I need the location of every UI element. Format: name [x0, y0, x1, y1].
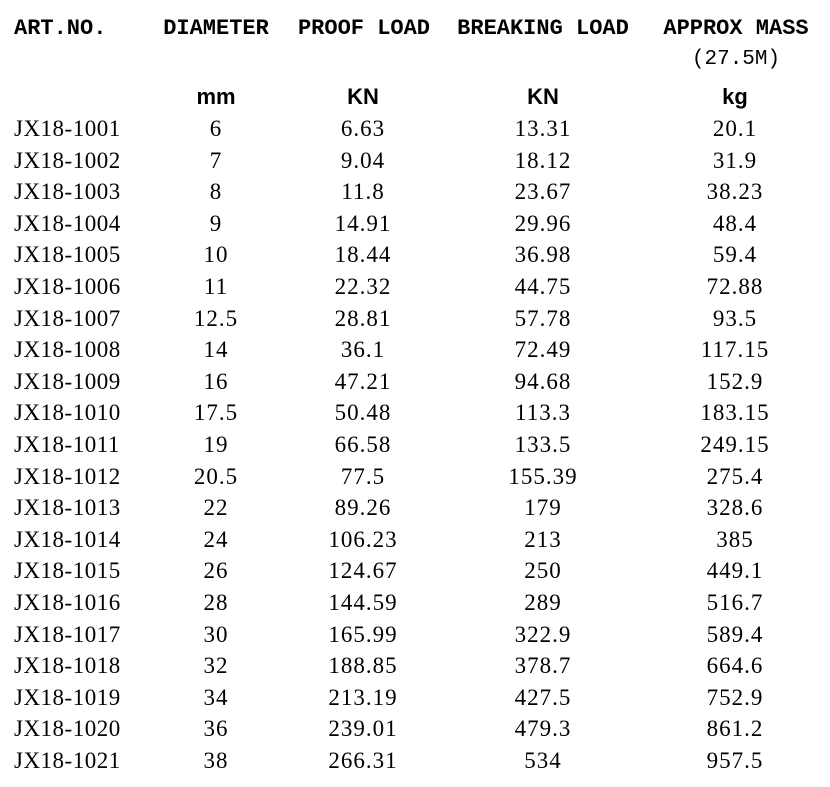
cell-proof-load: 14.91 — [334, 210, 392, 236]
cell-art-no: JX18-1010 — [14, 400, 121, 426]
cell-breaking-load: 13.31 — [514, 116, 572, 141]
cell-breaking-load: 479.3 — [514, 716, 572, 742]
table-row — [0, 619, 830, 651]
table-row — [0, 492, 830, 524]
cell-approx-mass: 516.7 — [706, 589, 764, 615]
cell-diameter: 38 — [203, 747, 229, 773]
header-breaking-load: BREAKING LOAD — [457, 16, 629, 41]
cell-proof-load: 36.1 — [340, 337, 386, 363]
cell-approx-mass: 152.9 — [706, 368, 764, 394]
cell-breaking-load: 72.49 — [514, 337, 572, 363]
table-row — [0, 429, 830, 461]
table-row — [0, 745, 830, 777]
cell-art-no: JX18-1019 — [14, 684, 121, 710]
table-row — [0, 713, 830, 745]
cell-approx-mass: 183.15 — [700, 400, 770, 426]
table-row — [0, 366, 830, 398]
cell-art-no: JX18-1009 — [14, 368, 121, 394]
units-row — [0, 82, 830, 112]
table-row — [0, 303, 830, 335]
cell-breaking-load: 113.3 — [515, 400, 571, 426]
cell-diameter: 26 — [203, 558, 229, 584]
cell-art-no: JX18-1021 — [14, 747, 121, 773]
table-row — [0, 650, 830, 682]
table-row — [0, 555, 830, 587]
header-diameter: DIAMETER — [163, 16, 269, 41]
cell-approx-mass: 328.6 — [706, 495, 764, 521]
cell-art-no: JX18-1001 — [14, 116, 121, 141]
cell-approx-mass: 589.4 — [706, 621, 764, 647]
cell-art-no: JX18-1016 — [14, 589, 121, 615]
cell-diameter: 6 — [209, 116, 223, 141]
cell-breaking-load: 23.67 — [514, 179, 572, 205]
cell-breaking-load: 36.98 — [514, 242, 572, 268]
cell-proof-load: 28.81 — [334, 305, 392, 331]
cell-art-no: JX18-1003 — [14, 179, 121, 205]
header-art-no: ART.NO. — [14, 16, 107, 41]
cell-diameter: 12.5 — [193, 305, 239, 331]
cell-diameter: 22 — [203, 495, 229, 521]
table-body — [0, 113, 830, 776]
cell-proof-load: 89.26 — [334, 495, 392, 521]
cell-diameter: 32 — [203, 653, 229, 679]
cell-breaking-load: 378.7 — [514, 653, 572, 679]
cell-approx-mass: 275.4 — [706, 463, 764, 489]
cell-approx-mass: 664.6 — [706, 653, 764, 679]
cell-approx-mass: 385 — [716, 526, 754, 552]
cell-breaking-load: 155.39 — [508, 463, 578, 489]
cell-breaking-load: 322.9 — [514, 621, 572, 647]
table-row — [0, 208, 830, 240]
cell-breaking-load: 179 — [524, 495, 562, 521]
table-row — [0, 271, 830, 303]
cell-breaking-load: 133.5 — [514, 431, 572, 457]
table-row — [0, 334, 830, 366]
cell-breaking-load: 534 — [524, 747, 562, 773]
cell-proof-load: 106.23 — [328, 526, 398, 552]
cell-proof-load: 9.04 — [340, 147, 386, 173]
cell-proof-load: 66.58 — [334, 431, 392, 457]
cell-proof-load: 188.85 — [328, 653, 398, 679]
cell-breaking-load: 213 — [524, 526, 562, 552]
table-row — [0, 524, 830, 556]
cell-approx-mass: 31.9 — [712, 147, 758, 173]
cell-approx-mass: 93.5 — [712, 305, 758, 331]
cell-approx-mass: 957.5 — [706, 747, 764, 773]
cell-approx-mass: 117.15 — [700, 337, 770, 363]
cell-art-no: JX18-1017 — [14, 621, 121, 647]
cell-diameter: 8 — [209, 179, 223, 205]
cell-proof-load: 144.59 — [328, 589, 398, 615]
cell-art-no: JX18-1007 — [14, 305, 121, 331]
header-approx-mass: APPROX MASS — [663, 16, 809, 41]
cell-art-no: JX18-1008 — [14, 337, 121, 363]
cell-breaking-load: 427.5 — [514, 684, 572, 710]
cell-approx-mass: 72.88 — [706, 273, 764, 299]
cell-approx-mass: 249.15 — [700, 431, 770, 457]
cell-diameter: 16 — [203, 368, 229, 394]
cell-art-no: JX18-1018 — [14, 653, 121, 679]
cell-art-no: JX18-1005 — [14, 242, 121, 268]
cell-approx-mass: 59.4 — [712, 242, 758, 268]
cell-diameter: 14 — [203, 337, 229, 363]
table-row — [0, 461, 830, 493]
cell-approx-mass: 861.2 — [706, 716, 764, 742]
cell-diameter: 28 — [203, 589, 229, 615]
cell-approx-mass: 20.1 — [712, 116, 758, 141]
cell-breaking-load: 94.68 — [514, 368, 572, 394]
cell-breaking-load: 289 — [524, 589, 562, 615]
cell-proof-load: 77.5 — [340, 463, 386, 489]
cell-diameter: 36 — [203, 716, 229, 742]
table-row — [0, 113, 830, 145]
cell-art-no: JX18-1004 — [14, 210, 121, 236]
cell-approx-mass: 449.1 — [706, 558, 764, 584]
unit-approx-mass: kg — [722, 84, 748, 109]
header-proof-load: PROOF LOAD — [297, 16, 431, 41]
cell-proof-load: 22.32 — [334, 273, 392, 299]
cell-proof-load: 6.63 — [340, 116, 386, 141]
unit-diameter: mm — [196, 84, 236, 109]
cell-proof-load: 124.67 — [328, 558, 398, 584]
cell-diameter: 19 — [203, 431, 229, 457]
cell-diameter: 7 — [209, 147, 223, 173]
cell-art-no: JX18-1011 — [14, 431, 120, 457]
cell-proof-load: 50.48 — [334, 400, 392, 426]
cell-breaking-load: 18.12 — [514, 147, 572, 173]
table-row — [0, 397, 830, 429]
cell-proof-load: 213.19 — [328, 684, 398, 710]
unit-breaking-load: KN — [527, 84, 559, 109]
cell-proof-load: 266.31 — [328, 747, 398, 773]
cell-diameter: 9 — [209, 210, 223, 236]
cell-proof-load: 239.01 — [328, 716, 398, 742]
table-row — [0, 587, 830, 619]
cell-approx-mass: 48.4 — [712, 210, 758, 236]
table-row — [0, 239, 830, 271]
header-row — [0, 14, 830, 44]
cell-approx-mass: 38.23 — [706, 179, 764, 205]
cell-diameter: 17.5 — [193, 400, 239, 426]
cell-approx-mass: 752.9 — [706, 684, 764, 710]
cell-art-no: JX18-1014 — [14, 526, 121, 552]
cell-breaking-load: 250 — [524, 558, 562, 584]
cell-diameter: 34 — [203, 684, 229, 710]
cell-art-no: JX18-1020 — [14, 716, 121, 742]
cell-proof-load: 165.99 — [328, 621, 398, 647]
table-row — [0, 176, 830, 208]
cell-breaking-load: 29.96 — [514, 210, 572, 236]
cell-proof-load: 47.21 — [334, 368, 392, 394]
cell-proof-load: 18.44 — [334, 242, 392, 268]
cell-breaking-load: 44.75 — [514, 273, 572, 299]
cell-art-no: JX18-1012 — [14, 463, 121, 489]
table-row — [0, 682, 830, 714]
cell-diameter: 11 — [203, 273, 229, 299]
cell-breaking-load: 57.78 — [514, 305, 572, 331]
cell-art-no: JX18-1013 — [14, 495, 121, 521]
cell-art-no: JX18-1002 — [14, 147, 121, 173]
cell-diameter: 24 — [203, 526, 229, 552]
cell-proof-load: 11.8 — [341, 179, 385, 205]
cell-diameter: 20.5 — [193, 463, 239, 489]
cell-art-no: JX18-1006 — [14, 273, 121, 299]
cell-diameter: 30 — [203, 621, 229, 647]
cell-art-no: JX18-1015 — [14, 558, 121, 584]
unit-proof-load: KN — [347, 84, 379, 109]
cell-diameter: 10 — [203, 242, 229, 268]
header-approx-mass-length: (27.5M) — [691, 48, 781, 71]
table-row — [0, 145, 830, 177]
